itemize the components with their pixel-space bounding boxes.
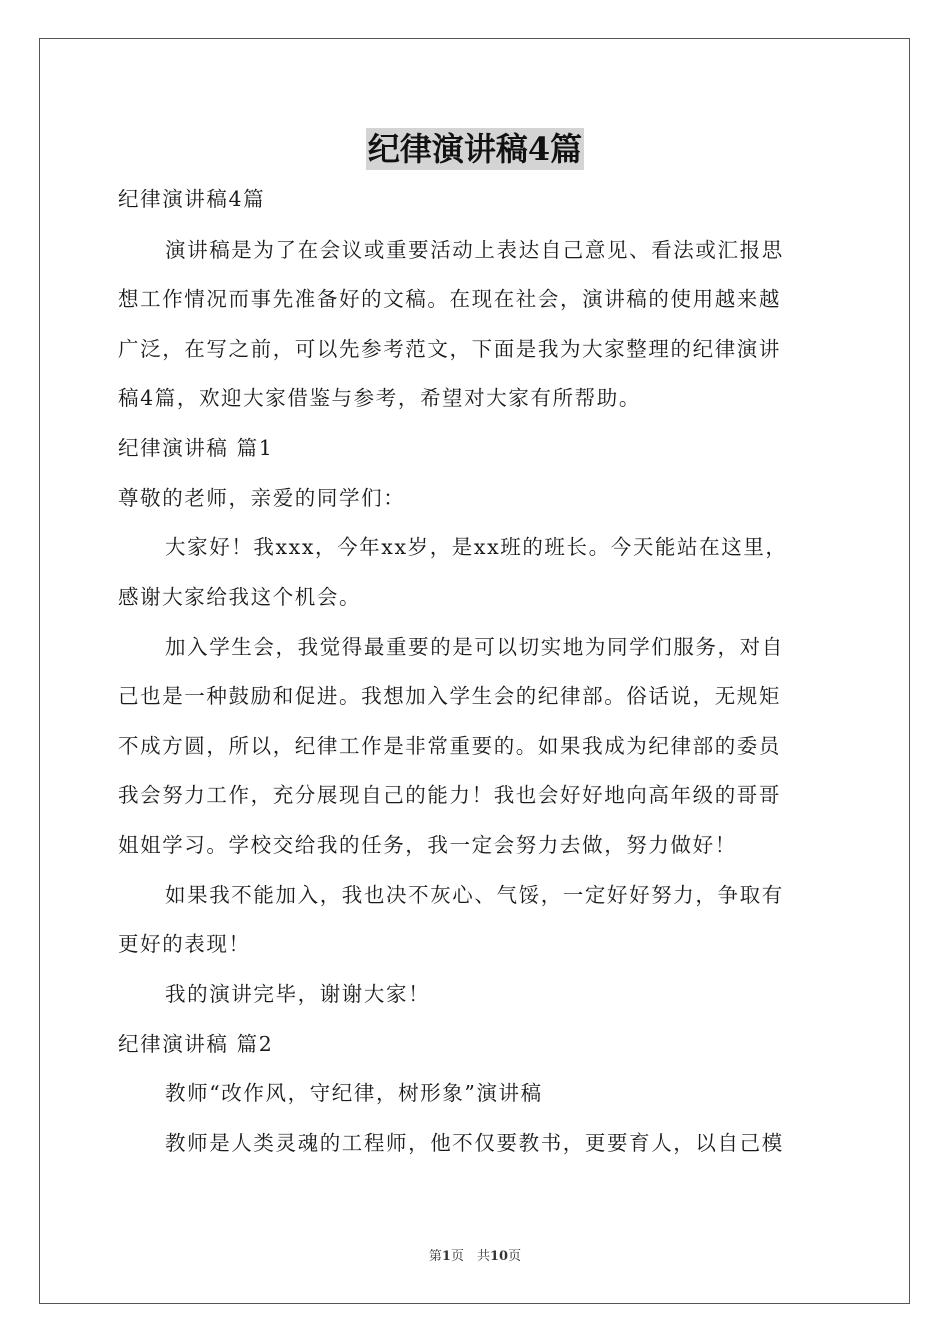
text-line: 不成方圆，所以，纪律工作是非常重要的。如果我成为纪律部的委员 bbox=[118, 734, 781, 758]
section-heading: 纪律演讲稿 篇1 bbox=[118, 436, 274, 460]
text-line: 感谢大家给我这个机会。 bbox=[118, 585, 362, 609]
text-line: 演讲稿是为了在会议或重要活动上表达自己意见、看法或汇报思 bbox=[165, 238, 784, 262]
text-line: 姐姐学习。学校交给我的任务，我一定会努力去做，努力做好！ bbox=[118, 833, 737, 857]
footer-page-number: 1 bbox=[441, 1249, 451, 1264]
section-heading: 纪律演讲稿 篇2 bbox=[118, 1032, 274, 1056]
text-line: 更好的表现！ bbox=[118, 932, 251, 956]
page-border bbox=[39, 38, 910, 1304]
footer-mid: 页 共 bbox=[450, 1249, 490, 1264]
text-line: 我会努力工作，充分展现自己的能力！我也会好好地向高年级的哥哥 bbox=[118, 783, 781, 807]
page-footer bbox=[0, 1248, 950, 1266]
footer-total-pages: 10 bbox=[489, 1249, 509, 1264]
text-line: 己也是一种鼓励和促进。我想加入学生会的纪律部。俗话说，无规矩 bbox=[118, 684, 781, 708]
text-line: 想工作情况而事先准备好的文稿。在现在社会，演讲稿的使用越来越 bbox=[118, 287, 781, 311]
footer-prefix: 第 bbox=[428, 1249, 442, 1264]
text-line: 我的演讲完毕，谢谢大家！ bbox=[165, 982, 431, 1006]
text-line: 大家好！我xxx，今年xx岁，是xx班的班长。今天能站在这里， bbox=[165, 535, 788, 559]
text-line: 教师“改作风，守纪律，树形象”演讲稿 bbox=[165, 1081, 543, 1105]
text-line: 广泛，在写之前，可以先参考范文，下面是我为大家整理的纪律演讲 bbox=[118, 337, 781, 361]
text-line: 如果我不能加入，我也决不灰心、气馁，一定好好努力，争取有 bbox=[165, 883, 784, 907]
title-container bbox=[0, 128, 950, 170]
text-line: 稿4篇，欢迎大家借鉴与参考，希望对大家有所帮助。 bbox=[118, 386, 641, 410]
footer-suffix: 页 bbox=[508, 1249, 522, 1264]
document-title: 纪律演讲稿4篇 bbox=[367, 130, 583, 168]
text-line: 教师是人类灵魂的工程师，他不仅要教书，更要育人，以自己模 bbox=[165, 1131, 784, 1155]
text-line: 纪律演讲稿4篇 bbox=[118, 187, 266, 211]
text-line: 尊敬的老师，亲爱的同学们： bbox=[118, 486, 406, 510]
text-line: 加入学生会，我觉得最重要的是可以切实地为同学们服务，对自 bbox=[165, 635, 784, 659]
